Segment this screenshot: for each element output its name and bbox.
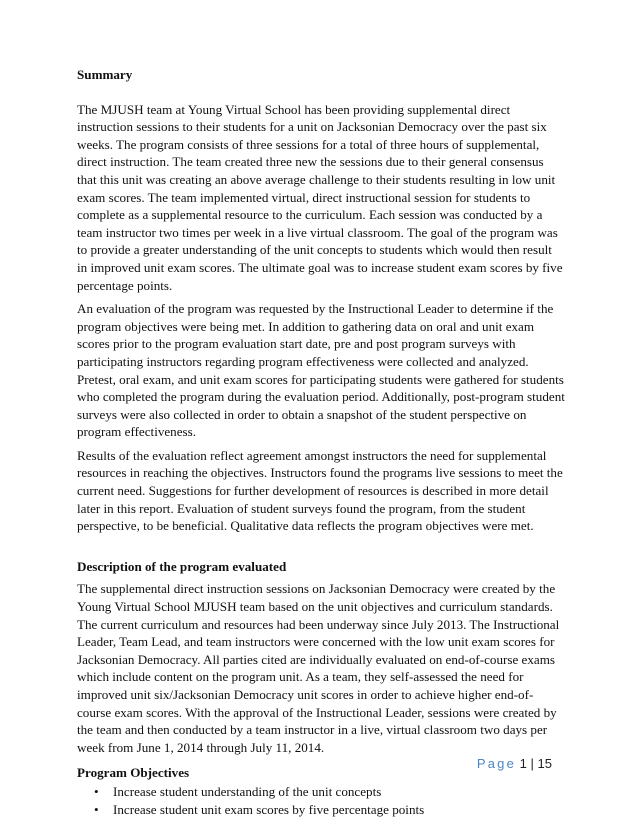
page-content	[77, 66, 565, 818]
summary-paragraph-1: The MJUSH team at Young Virtual School has been providing supplemental direct instruction sessions to their students for a unit on Jacksonian Democracy over the past six weeks. The program consists of three sessions for a total of three hours of supplemental, direct instruction. The team created three new the sessions due to their general consensus that this unit was creating an above average challenge to their students resulting in low unit exam scores. The team implemented virtual, direct instructional session for students to complete as a supplemental resource to the curriculum. Each session was conducted by a team instructor two times per week in a live virtual classroom. The goal of the program was to provide a greater understanding of the unit concepts to students which would then result in improved unit exam scores. The ultimate goal was to increase student exam scores by five percentage points.	[77, 101, 563, 293]
page-number: 1	[519, 756, 527, 771]
page-separator: |	[530, 756, 534, 771]
description-heading: Description of the program evaluated	[77, 558, 287, 574]
description-paragraph: The supplemental direct instruction sessions on Jacksonian Democracy were created by the Young Virtual School MJUSH team based on the unit objectives and curriculum standards. The current curriculum and resources had been underway since July 2013. The Instructional Leader, Team Lead, and team instructors were concerned with the low unit exam scores for Jacksonian Democracy. All parties cited are individually evaluated on end-of-course exams which include content on the program unit. As a team, they self-assessed the need for improved unit six/Jacksonian Democracy unit scores in order to achieve higher end-of-course exam scores. With the approval of the Instructional Leader, sessions were created by the team and then conducted by a team instructor in a live, virtual classroom two days per week from June 1, 2014 through July 11, 2014.	[77, 581, 560, 755]
bullet-icon: •	[94, 783, 99, 799]
list-item	[77, 783, 565, 801]
summary-heading: Summary	[77, 67, 133, 82]
summary-paragraph-2: An evaluation of the program was requested by the Instructional Leader to determine if the program objectives were being met. In addition to gathering data on oral and unit exam scores prior to the program evaluation start date, pre and post program surveys with participating instructors regarding program effectiveness were collected and analyzed. Pretest, oral exam, and unit exam scores for participating students were gathered for students who completed the program during the evaluation period. Additionally, post-program student surveys were also collected in order to obtain a snapshot of the student perspective on program effectiveness.	[77, 301, 565, 440]
list-item	[77, 801, 565, 819]
summary-paragraph-3: Results of the evaluation reflect agreement amongst instructors the need for supplemental resources in reaching the objectives. Instructors found the programs live sessions to meet the current need. Suggestions for further development of resources is described in more detail later in this report. Evaluation of student surveys found the program, from the student perspective, to be beneficial. Qualitative data reflects the program objectives were met.	[77, 447, 563, 534]
objectives-list	[77, 783, 565, 818]
page-footer	[477, 756, 552, 772]
total-pages: 15	[537, 756, 552, 771]
page-label: Page	[476, 756, 517, 771]
objective-text: Increase student unit exam scores by five percentage points	[113, 801, 425, 817]
objective-text: Increase student understanding of the unit concepts	[113, 783, 382, 799]
program-objectives-heading: Program Objectives	[77, 765, 190, 781]
bullet-icon: •	[94, 801, 99, 817]
